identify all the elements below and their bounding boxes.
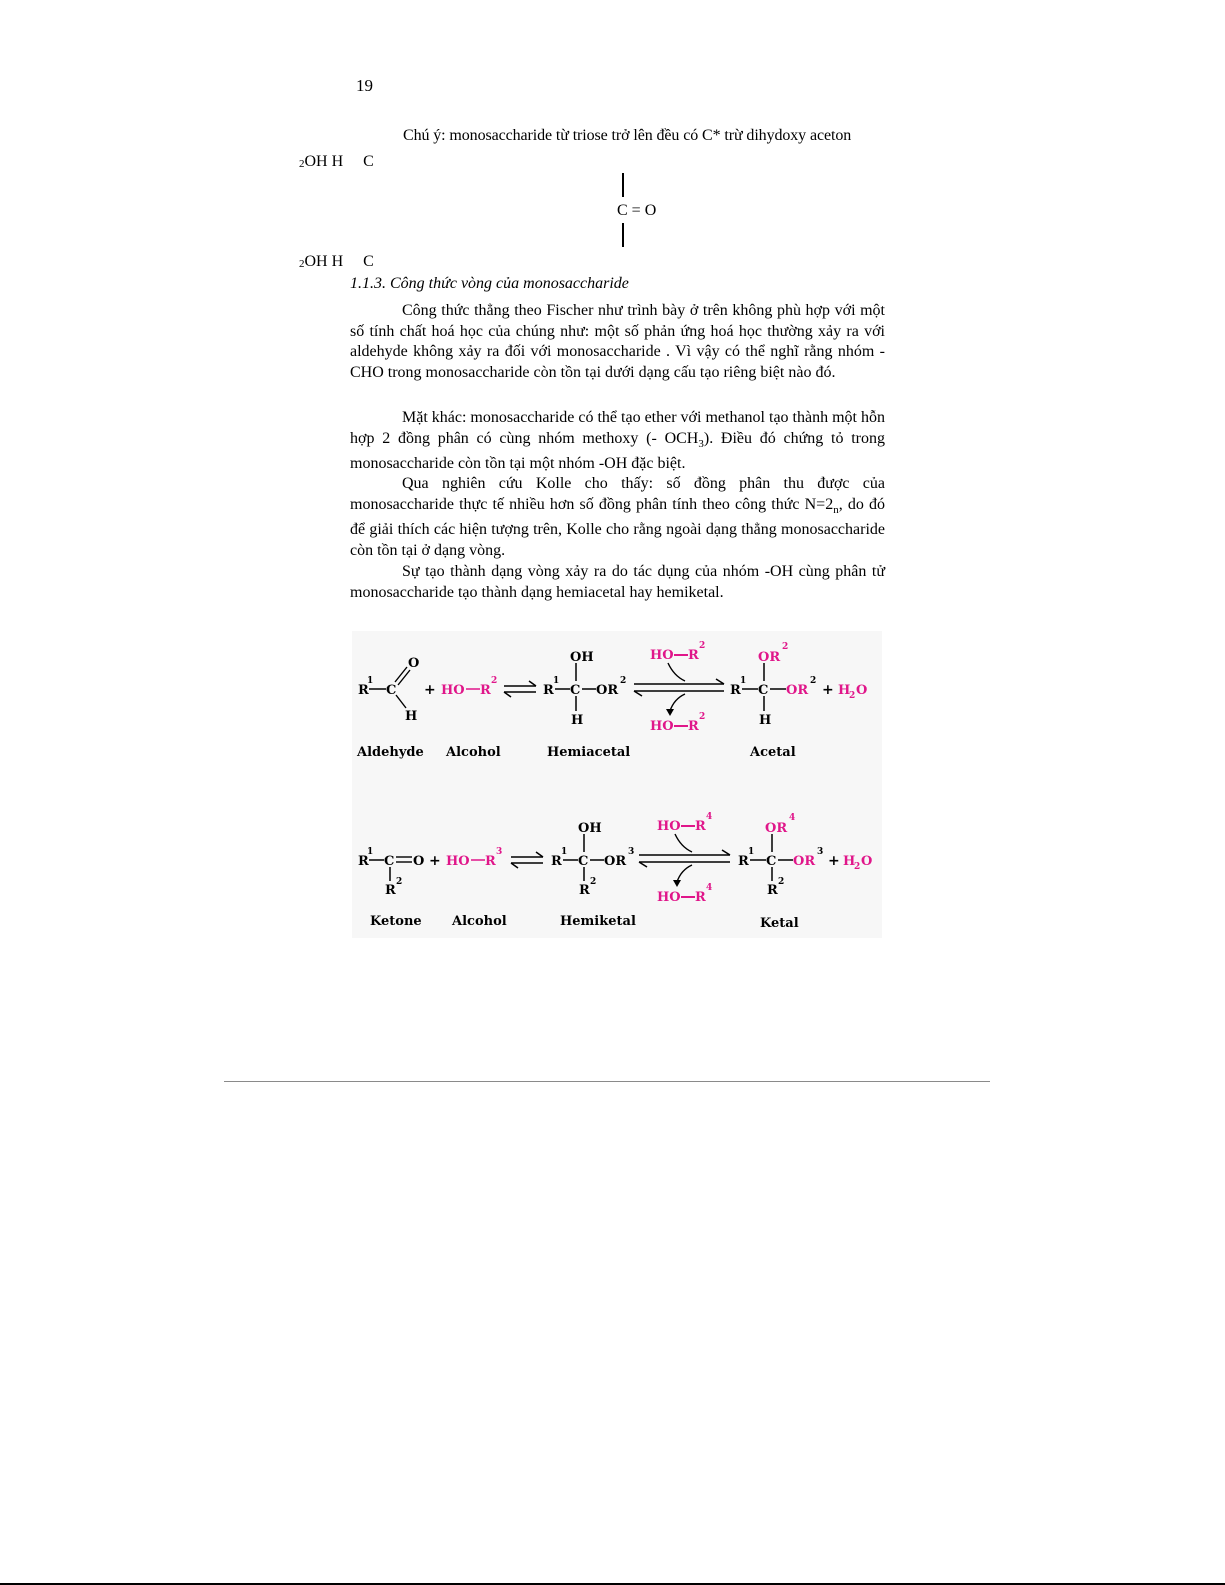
alcohol-2-ho: HO [446, 854, 470, 869]
row-ketone-ketal [358, 812, 872, 931]
hemiacetal-or-sup: 2 [620, 676, 627, 686]
aldehyde-bond-h [396, 695, 406, 708]
aldehyde-r: R [358, 683, 369, 698]
hemiketal-r2-sup: 2 [590, 877, 597, 887]
page-number: 19 [356, 76, 373, 95]
row-aldehyde-acetal [356, 641, 867, 760]
aldehyde-r-sup: 1 [367, 676, 374, 686]
alcohol-ho: HO [441, 683, 465, 698]
ketal-r-sup: 1 [748, 847, 755, 857]
reagent-out-1-arrowhead [666, 709, 674, 716]
alcohol-r-sup: 2 [491, 676, 498, 686]
water-1-h: H [838, 683, 851, 698]
acetal-r: R [730, 683, 741, 698]
hemiketal-r-sup: 1 [561, 847, 568, 857]
reagent-out-1-r: R [688, 719, 699, 734]
reagent-in-1-curve [668, 663, 685, 681]
acetal-or-top: OR [758, 650, 781, 665]
ketal-or-top-sup: 4 [789, 813, 796, 823]
hemiketal-c: C [578, 854, 589, 869]
reagent-in-1-ho: HO [650, 648, 674, 663]
hemiacetal-r-sup: 1 [553, 676, 560, 686]
alcohol-2-sup: 3 [496, 847, 503, 857]
aldehyde-o: O [408, 656, 420, 671]
aldehyde-h: H [405, 709, 418, 724]
hemiketal-r2: R [579, 883, 590, 898]
paragraph-4: Sự tạo thành dạng vòng xảy ra do tác dụng của nhóm -OH cùng phân tử monosaccharide tạo thành dạng hemiacetal hay hemiketal. [350, 563, 885, 601]
reagent-out-2-arrowhead [673, 880, 681, 887]
hemiacetal-oh: OH [570, 650, 594, 665]
ketal-or: OR [793, 854, 816, 869]
reagent-out-2-ho: HO [657, 890, 681, 905]
reagent-out-1-curve [670, 694, 685, 711]
reagent-out-2-r: R [695, 890, 706, 905]
ketone-c: C [384, 854, 395, 869]
hemiketal-oh: OH [578, 821, 602, 836]
paragraph-2: Mặt khác: monosaccharide có thể tạo ether với methanol tạo thành một hỗn hợp 2 đồng phân có cùng nhóm methoxy (- $OCH_3$). Điều đó chứng tỏ trong monosaccharide còn tồn tại một nhóm -OH đặc biệt. [350, 409, 886, 473]
ketal-c: C [766, 854, 777, 869]
label-hemiacetal: Hemiacetal [547, 745, 631, 760]
acetal-c: C [758, 683, 769, 698]
aldehyde-c: C [386, 683, 397, 698]
hemiacetal-or: OR [596, 683, 619, 698]
reagent-in-1-r: R [688, 648, 699, 663]
reagent-in-2-ho: HO [657, 819, 681, 834]
label-hemiketal: Hemiketal [560, 914, 636, 929]
reagent-in-2-curve [675, 834, 692, 852]
aldehyde-double-bond-a [395, 667, 407, 682]
ketone-r: R [358, 854, 369, 869]
label-ketal: Ketal [760, 916, 799, 931]
label-alcohol-1: Alcohol [446, 745, 501, 760]
label-alcohol-2: Alcohol [452, 914, 507, 929]
alcohol-r: R [480, 683, 491, 698]
footer-rule [224, 1081, 990, 1082]
ketone-r-sup: 1 [367, 847, 374, 857]
water-2-o: O [861, 854, 873, 869]
upper-bond [622, 173, 624, 197]
water-1-o: O [856, 683, 868, 698]
ketone-o: O [413, 854, 425, 869]
section-heading: 1.1.3. Công thức vòng của monosaccharide [350, 275, 629, 292]
label-acetal: Acetal [750, 745, 796, 760]
reagent-out-1-sup: 2 [699, 712, 706, 722]
water-1-sub: 2 [849, 691, 856, 701]
plus-water-1: + [822, 682, 834, 698]
aldehyde-double-bond-b [398, 670, 410, 685]
ketone-r2-sup: 2 [396, 877, 403, 887]
reagent-out-2-sup: 4 [706, 883, 713, 893]
plus-water-2: + [828, 853, 840, 869]
acetal-r-sup: 1 [740, 676, 747, 686]
alcohol-2-r: R [485, 854, 496, 869]
reaction-scheme [352, 631, 882, 938]
note-text: Chú ý: monosaccharide từ triose trở lên đều có C* trừ dihydoxy aceton [403, 127, 852, 144]
acetal-or: OR [786, 683, 809, 698]
hemiacetal-c: C [570, 683, 581, 698]
structure-bottom-fragment: $_2$OH H C [299, 253, 374, 270]
hemiketal-or: OR [604, 854, 627, 869]
reagent-in-1-sup: 2 [699, 641, 706, 651]
hemiacetal-r: R [543, 683, 554, 698]
hemiketal-or-sup: 3 [628, 847, 635, 857]
hemiacetal-h: H [571, 713, 584, 728]
reagent-in-2-sup: 4 [706, 812, 713, 822]
ketal-r: R [738, 854, 749, 869]
acetal-h: H [759, 713, 772, 728]
lower-bond [622, 223, 624, 247]
ketal-or-sup: 3 [817, 847, 824, 857]
ketal-or-top: OR [765, 821, 788, 836]
acetal-or-sup: 2 [810, 676, 817, 686]
carbonyl-group: C = O [617, 202, 657, 219]
ketal-r2: R [767, 883, 778, 898]
paragraph-1: Công thức thẳng theo Fischer như trình bày ở trên không phù hợp với một số tính chất hoá học của chúng như: một số phản ứng hoá học thường xảy ra với aldehyde không xảy ra đối với monosaccharide . Vì vậy có thể nghĩ rằng nhóm -CHO trong monosaccharide còn tồn tại dưới dạng cấu tạo riêng biệt nào đó. [350, 302, 885, 381]
paragraph-3: Qua nghiên cứu Kolle cho thấy: số đồng phân thu được của monosaccharide thực tế nhiều hơn số đồng phân tính theo công thức $N=2_n$, do đó để giải thích các hiện tượng trên, Kolle cho rằng ngoài dạng thẳng monosaccharide còn tồn tại ở dạng vòng. [350, 475, 886, 559]
label-ketone: Ketone [370, 914, 422, 929]
reagent-out-1-ho: HO [650, 719, 674, 734]
acetal-or-top-sup: 2 [782, 642, 789, 652]
hemiketal-r: R [551, 854, 562, 869]
water-2-h: H [843, 854, 856, 869]
ketal-r2-sup: 2 [778, 877, 785, 887]
structure-top-fragment: $_2$OH H C [299, 153, 374, 170]
reagent-in-2-r: R [695, 819, 706, 834]
plus-1: + [424, 682, 436, 698]
plus-2: + [429, 853, 441, 869]
ketone-r2: R [385, 883, 396, 898]
reaction-figure [352, 631, 882, 938]
reagent-out-2-curve [677, 865, 692, 882]
label-aldehyde: Aldehyde [357, 745, 424, 760]
water-2-sub: 2 [854, 862, 861, 872]
